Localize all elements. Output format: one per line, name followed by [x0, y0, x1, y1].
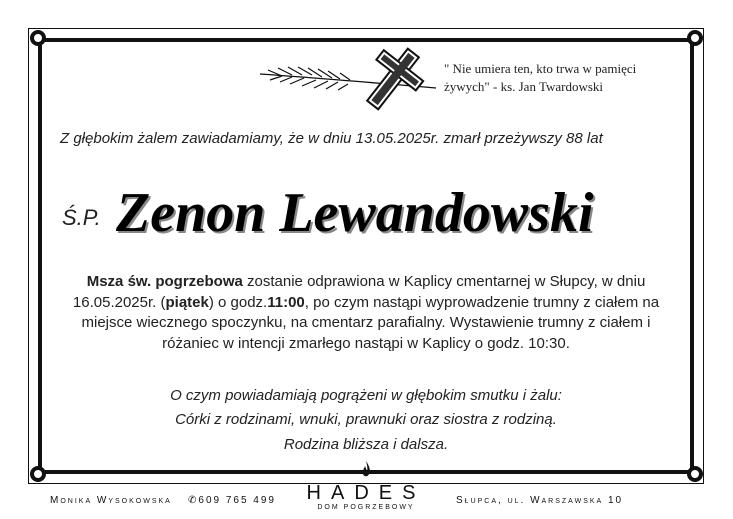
- cross-with-palm-icon: [258, 44, 438, 114]
- frame-corner-ornament: [687, 466, 703, 482]
- closing-line: Córki z rodzinami, wnuki, prawnuki oraz siostra z rodziną.: [175, 411, 557, 428]
- frame-corner-ornament: [687, 30, 703, 46]
- deceased-prefix: Ś.P.: [62, 205, 101, 230]
- mass-time: 11:00: [267, 293, 305, 311]
- death-date: 13.05.2025r.: [355, 130, 440, 147]
- brand-divider: [304, 473, 356, 474]
- closing-line: Rodzina bliższa i dalsza.: [283, 436, 449, 453]
- brand-subtitle: DOM POGRZEBOWY: [317, 504, 415, 511]
- mass-text: zostanie odprawiona w Kaplicy cmentarnej w Słupcy, w dniu 16.05.2025r. (: [72, 273, 646, 311]
- frame-corner-ornament: [30, 466, 46, 482]
- footer-phone: ✆609 765 499: [188, 495, 276, 506]
- mass-text: ) o godz.: [208, 293, 268, 311]
- footer-contact-name: Monika Wysokowska: [50, 495, 172, 506]
- memorial-quote: [444, 60, 704, 96]
- frame-corner-ornament: [30, 30, 46, 46]
- footer-address: Słupca, ul. Warszawska 10: [456, 495, 624, 506]
- brand-divider: [376, 473, 428, 474]
- deceased-name: Zenon Lewandowski: [116, 182, 594, 244]
- quote-line: " Nie umiera ten, kto trwa w pamięci: [444, 61, 637, 76]
- mass-lead: Msza św. pogrzebowa: [86, 273, 243, 290]
- funeral-mass-details: [58, 272, 674, 354]
- quote-line: żywych" - ks. Jan Twardowski: [444, 79, 604, 94]
- mass-weekday: piątek: [165, 293, 209, 311]
- flame-icon: [360, 460, 372, 478]
- announcement-prefix: Z głębokim żalem zawiadamiamy, że w dniu: [60, 130, 356, 147]
- death-announcement: [60, 130, 680, 147]
- brand-name: HADES: [306, 482, 426, 504]
- closing-line: O czym powiadamiają pogrążeni w głębokim smutku i żalu:: [170, 387, 562, 404]
- announcement-suffix: zmarł przeżywszy 88 lat: [439, 130, 603, 147]
- mass-text: , po czym nastąpi wyprowadzenie trumny z ciałem na miejsce wiecznego spoczynku, na cmentarz parafialny. Wystawienie trumny z ciałem i różaniec w intencji zmarłego nastąpi w Kaplicy o godz. 10:30.: [81, 293, 660, 352]
